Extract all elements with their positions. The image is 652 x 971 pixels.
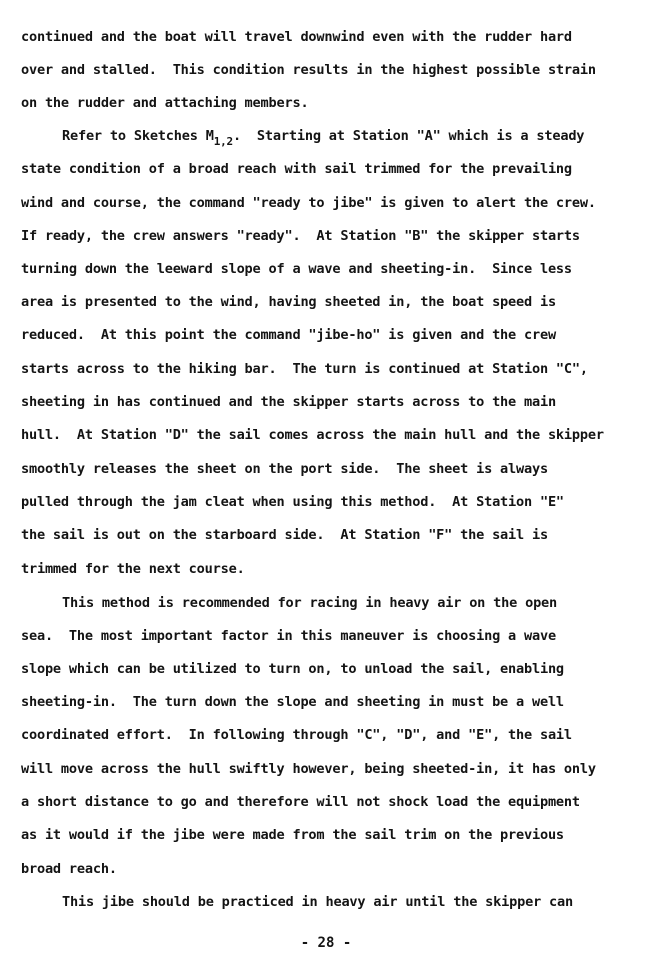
- page-number: - 28 -: [300, 935, 352, 951]
- text-line: on the rudder and attaching members.: [21, 95, 309, 111]
- text-fragment: Refer to Sketches M: [62, 128, 214, 144]
- text-line: wind and course, the command "ready to jibe" is given to alert the crew.: [21, 195, 596, 211]
- text-line: sheeting-in. The turn down the slope and sheeting in must be a well: [21, 694, 564, 710]
- subscript: 1,2: [213, 135, 233, 148]
- text-line: If ready, the crew answers "ready". At Station "B" the skipper starts: [21, 228, 580, 244]
- text-line: sea. The most important factor in this maneuver is choosing a wave: [21, 628, 556, 644]
- text-line: starts across to the hiking bar. The turn is continued at Station "C",: [21, 361, 588, 377]
- text-line: This jibe should be practiced in heavy air until the skipper can: [62, 894, 573, 910]
- text-line: will move across the hull swiftly however, being sheeted-in, it has only: [21, 761, 596, 777]
- text-line: pulled through the jam cleat when using this method. At Station "E": [21, 494, 564, 510]
- text-line: state condition of a broad reach with sail trimmed for the prevailing: [21, 161, 572, 177]
- text-line: reduced. At this point the command "jibe-ho" is given and the crew: [21, 327, 556, 343]
- text-line: a short distance to go and therefore will not shock load the equipment: [21, 794, 580, 810]
- text-line: as it would if the jibe were made from the sail trim on the previous: [21, 827, 564, 843]
- text-line: area is presented to the wind, having sheeted in, the boat speed is: [21, 294, 556, 310]
- text-line: smoothly releases the sheet on the port side. The sheet is always: [21, 461, 548, 477]
- text-fragment: . Starting at Station "A" which is a steady: [232, 128, 585, 144]
- text-line: the sail is out on the starboard side. At Station "F" the sail is: [21, 527, 548, 543]
- text-line-with-subscript: [62, 127, 584, 146]
- text-line: coordinated effort. In following through "C", "D", and "E", the sail: [21, 727, 572, 743]
- text-line: slope which can be utilized to turn on, to unload the sail, enabling: [21, 661, 564, 677]
- text-line: sheeting in has continued and the skipper starts across to the main: [21, 394, 556, 410]
- text-line: trimmed for the next course.: [21, 561, 245, 577]
- text-line: over and stalled. This condition results in the highest possible strain: [21, 62, 596, 78]
- text-line: hull. At Station "D" the sail comes across the main hull and the skipper: [21, 427, 604, 443]
- text-line: broad reach.: [21, 861, 117, 877]
- text-line: continued and the boat will travel downwind even with the rudder hard: [21, 29, 572, 45]
- text-line: This method is recommended for racing in heavy air on the open: [62, 595, 558, 611]
- text-line: turning down the leeward slope of a wave and sheeting-in. Since less: [21, 261, 572, 277]
